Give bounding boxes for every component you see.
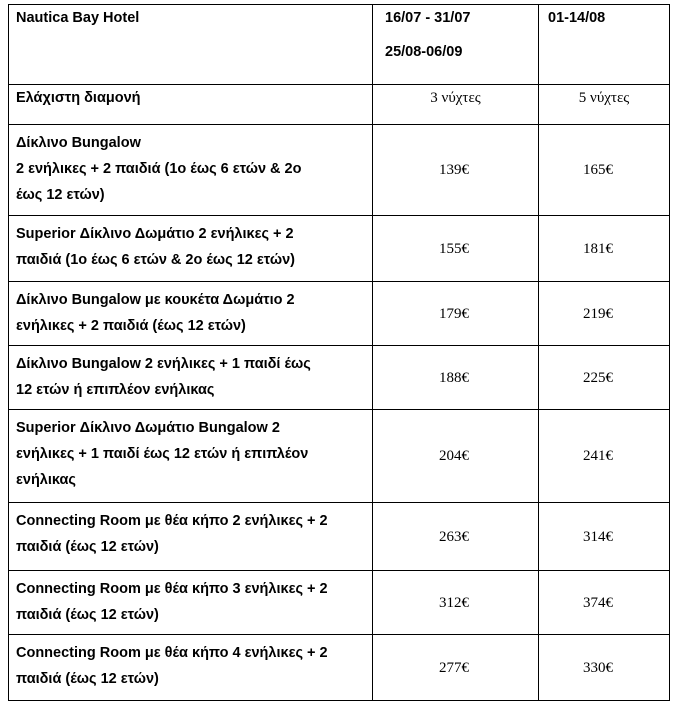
price-period-2: 330€: [583, 659, 613, 676]
room-type-line: Δίκλινο Bungalow 2 ενήλικες + 1 παιδί έως: [16, 356, 311, 372]
room-type-line: Connecting Room με θέα κήπο 4 ενήλικες + 2: [16, 645, 328, 661]
price-period-1: 263€: [439, 528, 469, 545]
min-stay-period-2: 5 νύχτες: [578, 90, 630, 106]
table-row: [9, 282, 670, 346]
hotel-name: Nautica Bay Hotel: [16, 10, 140, 26]
room-type: [9, 346, 372, 403]
price-period-2-cell: [539, 571, 670, 635]
price-period-2: 374€: [583, 594, 613, 611]
period-1-header-cell: [373, 5, 539, 85]
price-period-2: 241€: [583, 448, 613, 464]
price-period-1: 204€: [439, 448, 469, 464]
min-stay-label-cell: [9, 85, 373, 125]
price-period-2: 314€: [583, 528, 613, 545]
room-type-line: Connecting Room με θέα κήπο 3 ενήλικες + 2: [16, 581, 328, 597]
room-type: [9, 216, 372, 273]
price-period-1: 312€: [439, 594, 469, 611]
period-1-dates-b: 25/08-06/09: [385, 44, 463, 60]
table-row: [9, 216, 670, 282]
room-type: [9, 571, 372, 628]
price-period-1-cell: [373, 503, 539, 571]
min-stay-period-1-cell: [373, 85, 539, 125]
hotel-name-cell: [9, 5, 373, 85]
room-type-cell: [9, 635, 373, 701]
period-1-dates-a: 16/07 - 31/07: [385, 10, 471, 26]
price-period-2-cell: [539, 216, 670, 282]
room-type-cell: [9, 571, 373, 635]
room-type: [9, 410, 372, 493]
min-stay-period-1: 3 νύχτες: [430, 90, 481, 106]
room-type-line: έως 12 ετών): [16, 187, 105, 203]
price-period-1-cell: [373, 571, 539, 635]
price-period-1-cell: [373, 635, 539, 701]
room-type-cell: [9, 346, 373, 410]
price-period-2: 219€: [583, 305, 613, 322]
price-period-1-cell: [373, 346, 539, 410]
room-type: [9, 282, 372, 339]
room-type-cell: [9, 125, 373, 216]
room-type-line: παιδιά (1ο έως 6 ετών & 2ο έως 12 ετών): [16, 252, 295, 268]
room-type-line: Superior Δίκλινο Δωμάτιο 2 ενήλικες + 2: [16, 226, 294, 242]
room-type-line: ενήλικες + 2 παιδιά (έως 12 ετών): [16, 318, 246, 334]
room-type-line: Connecting Room με θέα κήπο 2 ενήλικες + 2: [16, 513, 328, 529]
room-type-line: παιδιά (έως 12 ετών): [16, 539, 159, 555]
room-type-line: παιδιά (έως 12 ετών): [16, 607, 159, 623]
period-1-header: [373, 5, 538, 61]
min-stay-period-2-cell: [539, 85, 670, 125]
price-period-1: 179€: [439, 305, 469, 322]
price-period-1-cell: [373, 410, 539, 503]
room-type: [9, 125, 372, 208]
price-period-1-cell: [373, 282, 539, 346]
room-type-cell: [9, 216, 373, 282]
room-type: [9, 635, 372, 692]
room-type-cell: [9, 282, 373, 346]
table-row: [9, 635, 670, 701]
table-row: [9, 410, 670, 503]
min-stay-label: Ελάχιστη διαμονή: [16, 90, 141, 106]
room-type-line: 2 ενήλικες + 2 παιδιά (1ο έως 6 ετών & 2ο: [16, 161, 302, 177]
room-type-line: παιδιά (έως 12 ετών): [16, 671, 159, 687]
room-type-line: ενήλικες + 1 παιδί έως 12 ετών ή επιπλέον: [16, 446, 309, 462]
price-period-1: 188€: [439, 369, 469, 386]
period-2-header-cell: [539, 5, 670, 85]
table-row: [9, 503, 670, 571]
room-type-cell: [9, 503, 373, 571]
period-2-header: 01-14/08: [548, 10, 606, 26]
price-period-2: 181€: [583, 240, 613, 257]
min-stay-row: [9, 85, 670, 125]
price-period-2: 225€: [583, 369, 613, 386]
price-period-2-cell: [539, 125, 670, 216]
header-row: [9, 5, 670, 85]
price-period-2-cell: [539, 346, 670, 410]
room-type-cell: [9, 410, 373, 503]
table-row: [9, 571, 670, 635]
price-period-1-cell: [373, 125, 539, 216]
room-type-line: Superior Δίκλινο Δωμάτιο Bungalow 2: [16, 420, 280, 436]
table-row: [9, 125, 670, 216]
room-type-line: ενήλικας: [16, 472, 76, 488]
room-type-line: Δίκλινο Bungalow με κουκέτα Δωμάτιο 2: [16, 292, 295, 308]
price-period-2-cell: [539, 635, 670, 701]
price-period-1: 139€: [439, 162, 469, 178]
price-period-1-cell: [373, 216, 539, 282]
price-period-1: 155€: [439, 240, 469, 257]
room-type-line: 12 ετών ή επιπλέον ενήλικας: [16, 382, 215, 398]
price-period-2-cell: [539, 282, 670, 346]
rates-table: [8, 4, 670, 701]
price-period-1: 277€: [439, 659, 469, 676]
price-period-2-cell: [539, 503, 670, 571]
room-type-line: Δίκλινο Bungalow: [16, 135, 141, 151]
table-row: [9, 346, 670, 410]
price-period-2: 165€: [583, 162, 613, 178]
price-period-2-cell: [539, 410, 670, 503]
room-type: [9, 503, 372, 560]
